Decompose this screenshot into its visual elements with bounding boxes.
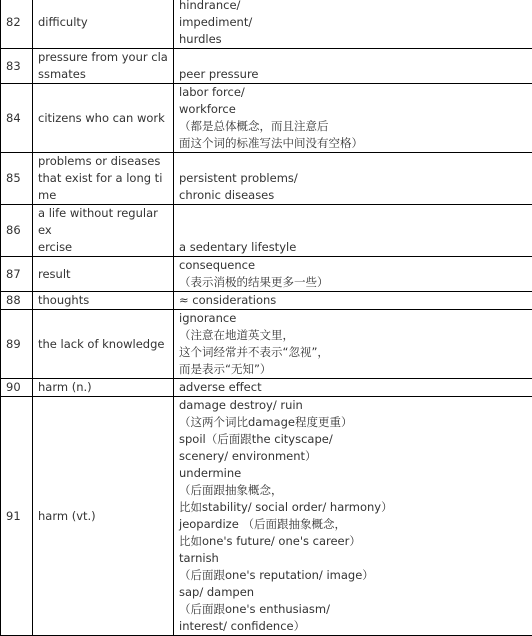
table-row [1,153,532,205]
row-expression: peer pressure [174,49,532,84]
row-description: a life without regular ex ercise [33,205,174,257]
row-expression: adverse effect [174,379,532,397]
table-row [1,397,532,636]
row-number: 89 [1,310,33,379]
row-description: harm (vt.) [33,397,174,636]
table-row [1,0,532,49]
row-number: 82 [1,0,33,49]
table-row [1,310,532,379]
row-description: problems or diseases that exist for a long time [33,153,174,205]
row-expression: ignorance （注意在地道英文里， 这个词经常并不表示“忽视”， 而是表示“无知”） [174,310,532,379]
row-description: citizens who can work [33,84,174,153]
row-expression: ≈ considerations [174,292,532,310]
row-expression: a sedentary lifestyle [174,205,532,257]
row-expression: damage destroy/ ruin （这两个词比damage程度更重） spoil（后面跟the cityscape/ scenery/ environment） undermine （后面跟抽象概念， 比如stability/ social order/ harmony） jeopardize （后面跟抽象概念， 比如one's future/ one's career） tarnish （后面跟one's reputation/ image） sap/ dampen （后面跟one's enthusiasm/ interest/ confidence） [174,397,532,636]
table-row [1,205,532,257]
row-description: thoughts [33,292,174,310]
row-number: 86 [1,205,33,257]
row-expression: labor force/ workforce （都是总体概念，而且注意后 面这个词的标准写法中间没有空格） [174,84,532,153]
row-expression: consequence （表示消极的结果更多一些） [174,257,532,292]
row-description: result [33,257,174,292]
row-number: 85 [1,153,33,205]
row-description: difficulty [33,0,174,49]
row-expression: persistent problems/ chronic diseases [174,153,532,205]
row-number: 90 [1,379,33,397]
row-number: 83 [1,49,33,84]
table-row [1,84,532,153]
row-description: the lack of knowledge [33,310,174,379]
row-expression: hindrance/ impediment/ hurdles [174,0,532,49]
row-number: 91 [1,397,33,636]
table-row [1,257,532,292]
row-description: harm (n.) [33,379,174,397]
row-number: 87 [1,257,33,292]
table-row [1,379,532,397]
table-row [1,49,532,84]
row-number: 88 [1,292,33,310]
table-row [1,292,532,310]
row-description: pressure from your cla ssmates [33,49,174,84]
row-number: 84 [1,84,33,153]
